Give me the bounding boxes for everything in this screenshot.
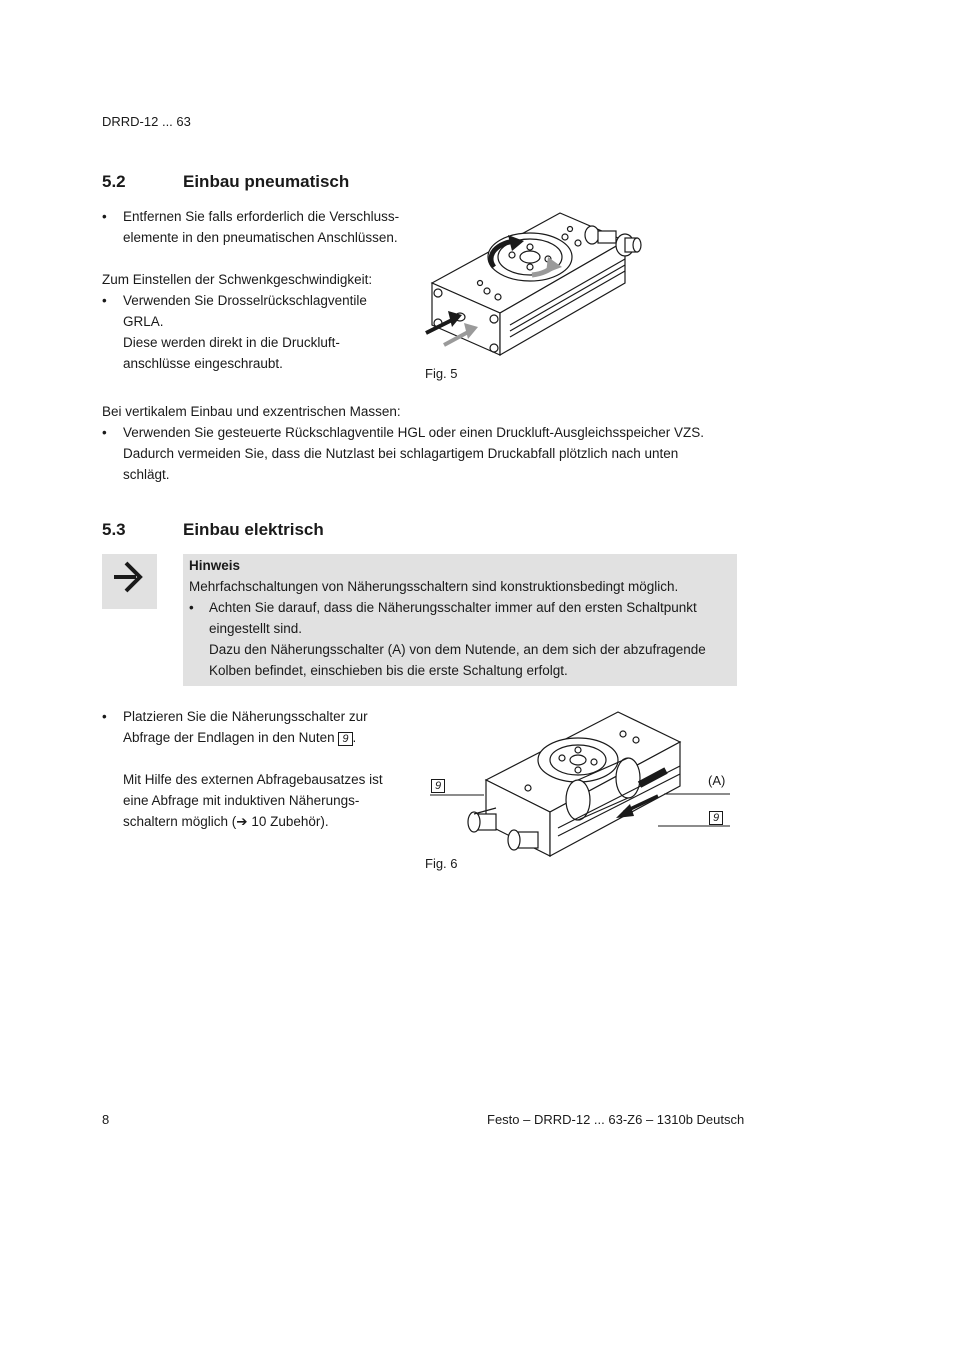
- fig6-label-9-right: 9: [709, 808, 723, 826]
- bullet-dot: •: [102, 293, 107, 308]
- note-icon-box: [102, 554, 157, 609]
- bullet-line: Kolben befindet, einschieben bis die erste Schaltung erfolgt.: [209, 663, 568, 678]
- external-kit-paragraph: [123, 769, 423, 832]
- speed-intro: Zum Einstellen der Schwenkgeschwindigkeit:: [102, 272, 373, 287]
- arrow-ref-icon: ➔: [236, 814, 248, 829]
- header-doc-ref: DRRD-12 ... 63: [102, 114, 191, 129]
- fig5-caption: Fig. 5: [425, 366, 458, 381]
- note-text: Mehrfachschaltungen von Näherungsschaltern sind konstruktionsbedingt möglich.: [189, 579, 679, 594]
- bullet-line: schlägt.: [123, 467, 170, 482]
- para-line: eine Abfrage mit induktiven Näherungs-: [123, 793, 360, 808]
- bullet-dot: •: [189, 600, 194, 615]
- bullet-dot: •: [102, 709, 107, 724]
- vertical-intro: Bei vertikalem Einbau und exzentrischen Massen:: [102, 404, 401, 419]
- note-bullet: [189, 597, 729, 681]
- fig6-caption: Fig. 6: [425, 856, 458, 871]
- arrow-right-icon: [102, 554, 157, 609]
- bullet-check-valves: [102, 422, 742, 485]
- para-line-ref: schaltern möglich (➔ 10 Zubehör).: [123, 814, 329, 829]
- bullet-line: Platzieren Sie die Näherungsschalter zur: [123, 709, 368, 724]
- section-5-3-title: Einbau elektrisch: [183, 520, 324, 539]
- fig6-actuator-cutaway-drawing: [428, 708, 733, 858]
- bullet-line-with-ref: Abfrage der Endlagen in den Nuten 9 .: [123, 730, 357, 745]
- bullet-line: Verwenden Sie gesteuerte Rückschlagventile HGL oder einen Druckluft-Ausgleichsspeicher VZS.: [123, 425, 705, 440]
- bullet-place-switches: [102, 706, 412, 748]
- para-line: Mit Hilfe des externen Abfragebausatzes ist: [123, 772, 383, 787]
- bullet-line: Achten Sie darauf, dass die Näherungsschalter immer auf den ersten Schaltpunkt: [209, 600, 697, 615]
- bullet-throttle-valves: [102, 290, 412, 374]
- fig5-rotary-actuator-drawing: [420, 205, 650, 365]
- footer-page-number: 8: [102, 1112, 110, 1127]
- ref-slot-9: 9: [338, 732, 352, 746]
- fig6-label-a: (A): [708, 773, 726, 788]
- section-5-2-title: Einbau pneumatisch: [183, 172, 350, 191]
- bullet-line: Dadurch vermeiden Sie, dass die Nutzlast bei schlagartigem Druckabfall plötzlich nach unten: [123, 446, 679, 461]
- bullet-remove-plugs: [102, 206, 412, 248]
- bullet-dot: •: [102, 425, 107, 440]
- footer-doc-info: Festo – DRRD-12 ... 63-Z6 – 1310b Deutsch: [487, 1112, 745, 1127]
- bullet-line: anschlüsse eingeschraubt.: [123, 356, 283, 371]
- note-box: [183, 554, 737, 686]
- bullet-dot: •: [102, 209, 107, 224]
- bullet-line: Entfernen Sie falls erforderlich die Verschluss-: [123, 209, 400, 224]
- bullet-line: GRLA.: [123, 314, 164, 329]
- bullet-line: Diese werden direkt in die Druckluft-: [123, 335, 340, 350]
- section-5-2-number: 5.2: [102, 172, 126, 191]
- fig6-label-9-left: 9: [431, 776, 445, 794]
- bullet-line: elemente in den pneumatischen Anschlüssen.: [123, 230, 398, 245]
- bullet-line: Verwenden Sie Drosselrückschlagventile: [123, 293, 367, 308]
- bullet-line: eingestellt sind.: [209, 621, 303, 636]
- section-5-3-number: 5.3: [102, 520, 126, 539]
- note-title: Hinweis: [189, 558, 241, 573]
- bullet-line: Dazu den Näherungsschalter (A) von dem Nutende, an dem sich der abzufragende: [209, 642, 706, 657]
